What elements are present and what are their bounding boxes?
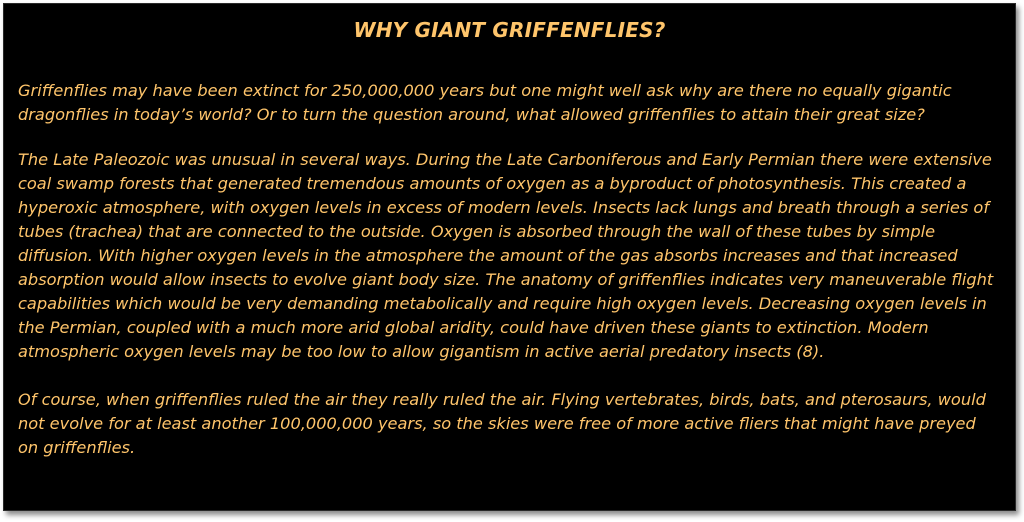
article-title: WHY GIANT GRIFFENFLIES?	[353, 18, 666, 42]
article-panel	[3, 3, 1016, 511]
paragraph-ruled-the-air: Of course, when griffenflies ruled the air they really ruled the air. Flying vertebrates, birds, bats, and pterosaurs, would not evolve for at least another 100,000,000 years, so the skies were free of more active fliers that might have preyed on griffenflies.	[18, 390, 986, 457]
paragraph-late-paleozoic: The Late Paleozoic was unusual in several ways. During the Late Carboniferous and Early Permian there were extensive coal swamp forests that generated tremendous amounts of oxygen as a byproduct of photosynthesis. This created a hyperoxic atmosphere, with oxygen levels in excess of modern levels. Insects lack lungs and breath through a series of tubes (trachea) that are connected to the outside. Oxygen is absorbed through the wall of these tubes by simple diffusion. With higher oxygen levels in the atmosphere the amount of the gas absorbs increases and that increased absorption would allow insects to evolve giant body size. The anatomy of griffenflies indicates very maneuverable flight capabilities which would be very demanding metabolically and require high oxygen levels. Decreasing oxygen levels in the Permian, coupled with a much more arid global aridity, could have driven these giants to extinction. Modern atmospheric oxygen levels may be too low to allow gigantism in active aerial predatory insects (8).	[18, 150, 994, 361]
paragraph-intro: Griffenflies may have been extinct for 250,000,000 years but one might well ask why are there no equally gigantic dragonflies in today’s world? Or to turn the question around, what allowed griffenflies to attain their great size?	[18, 81, 952, 124]
